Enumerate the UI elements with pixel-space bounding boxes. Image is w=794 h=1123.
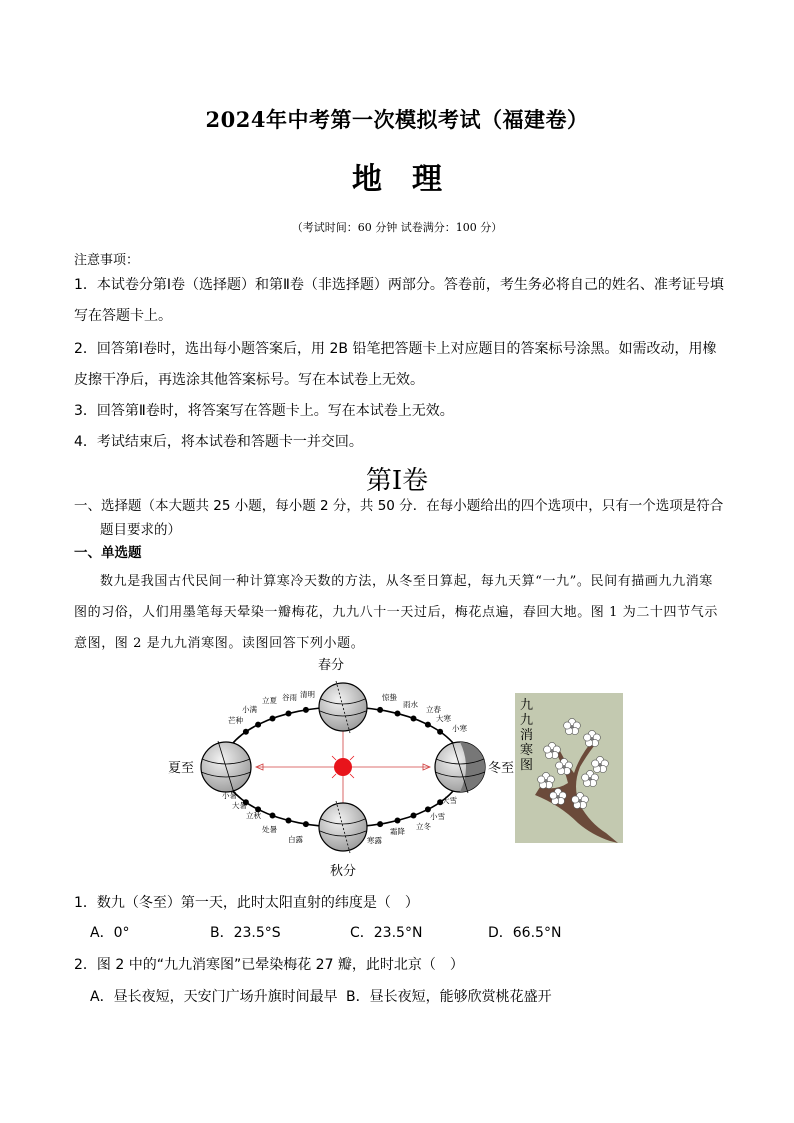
term-dot: [270, 813, 276, 819]
term-dot: [286, 711, 292, 717]
term-label: 白露: [288, 835, 303, 844]
label-summer: 夏至: [168, 761, 195, 776]
term-dot: [377, 707, 383, 713]
term-label: 小暑: [222, 791, 237, 800]
question-1-stem: 1．数九（冬至）第一天，此时太阳直射的纬度是（ ）: [74, 895, 419, 911]
term-label: 惊蛰: [382, 693, 397, 702]
term-label: 立冬: [416, 822, 431, 831]
term-dot: [255, 722, 261, 728]
term-label: 小雪: [430, 812, 445, 821]
term-label: 谷雨: [282, 693, 297, 702]
term-dot: [411, 813, 417, 819]
term-dot: [377, 821, 383, 827]
term-label: 小满: [242, 705, 257, 714]
term-label: 寒露: [367, 836, 382, 845]
term-dot: [411, 716, 417, 722]
term-label: 大雪: [442, 796, 457, 805]
subject-title: 地理: [352, 162, 472, 197]
term-dot: [286, 818, 292, 824]
globe-summer: [201, 741, 251, 793]
term-label: 立春: [426, 705, 441, 714]
section-heading-text: 一、选择题（本大题共 25 小题，每小题 2 分，共 50 分．在每小题给出的四个选项中，只有一个选项是符合题目要求的）: [74, 498, 724, 538]
question-2-stem: 2．图 2 中的“九九消寒图”已晕染梅花 27 瓣，此时北京（ ）: [74, 957, 464, 973]
term-label: 大暑: [232, 801, 247, 810]
notes-heading: 注意事项：: [74, 253, 140, 268]
q2-option-b[interactable]: B．昼长夜短，能够欣赏桃花盛开: [346, 989, 552, 1005]
painting-title: 九 九 消 寒 图: [520, 698, 534, 773]
exam-title: 2024年中考第一次模拟考试（福建卷）: [205, 107, 589, 132]
note-item: 4．考试结束后，将本试卷和答题卡一并交回。: [74, 434, 363, 450]
q1-option-b[interactable]: B．23.5°S: [210, 925, 281, 941]
term-dot: [303, 821, 309, 827]
term-label: 大寒: [436, 714, 451, 723]
sun: [332, 756, 354, 778]
globe-autumn: [319, 801, 367, 853]
nine-nine-painting: [515, 693, 623, 843]
note-item: 2．回答第Ⅰ卷时，选出每小题答案后，用 2B 铅笔把答题卡上对应题目的答案标号涂黑。如需改动，用橡皮擦干净后，再选涂其他答案标号。写在本试卷上无效。: [74, 341, 717, 388]
label-winter: 冬至: [488, 761, 515, 776]
term-label: 处暑: [262, 825, 277, 834]
time-info: （考试时间：60 分钟 试卷满分：100 分）: [291, 221, 503, 234]
term-dot: [425, 722, 431, 728]
solar-terms-figure: [160, 655, 640, 880]
term-label: 立秋: [246, 811, 261, 820]
globe-winter: [435, 741, 485, 793]
q2-option-a[interactable]: A．昼长夜短，天安门广场升旗时间最早: [90, 989, 338, 1005]
term-dot: [395, 711, 401, 717]
term-dot: [243, 729, 249, 735]
sun-disc: [334, 758, 352, 776]
term-label: 芒种: [228, 716, 243, 725]
term-label: 清明: [300, 690, 315, 699]
section-subheading: 一、单选题: [74, 545, 142, 561]
term-label: 霜降: [390, 827, 405, 836]
label-autumn: 秋分: [330, 864, 357, 879]
note-item: 3．回答第Ⅱ卷时，将答案写在答题卡上。写在本试卷上无效。: [74, 403, 454, 419]
q1-option-c[interactable]: C．23.5°N: [350, 925, 423, 941]
section-heading: [74, 494, 724, 542]
note-item: 1．本试卷分第Ⅰ卷（选择题）和第Ⅱ卷（非选择题）两部分。答卷前，考生务必将自己的姓名、准考证号填写在答题卡上。: [74, 277, 724, 324]
term-dot: [395, 818, 401, 824]
term-label: 立夏: [262, 696, 277, 705]
term-dot: [270, 716, 276, 722]
term-dot: [437, 729, 443, 735]
volume-heading: 第Ⅰ卷: [365, 466, 429, 496]
term-label: 小寒: [452, 724, 467, 733]
q1-option-d[interactable]: D．66.5°N: [488, 925, 562, 941]
term-dot: [303, 707, 309, 713]
q1-option-a[interactable]: A．0°: [90, 925, 130, 941]
globe-spring: [319, 681, 367, 733]
reading-passage: 数九是我国古代民间一种计算寒冷天数的方法，从冬至日算起，每九天算“一九”。民间有描画九九消寒图的习俗，人们用墨笔每天晕染一瓣梅花，九九八十一天过后，梅花点遍，春回大地。图 1 为二十四节气示意图，图 2 是九九消寒图。读图回答下列小题。: [74, 574, 718, 651]
label-spring: 春分: [318, 658, 345, 673]
term-label: 雨水: [403, 700, 418, 709]
